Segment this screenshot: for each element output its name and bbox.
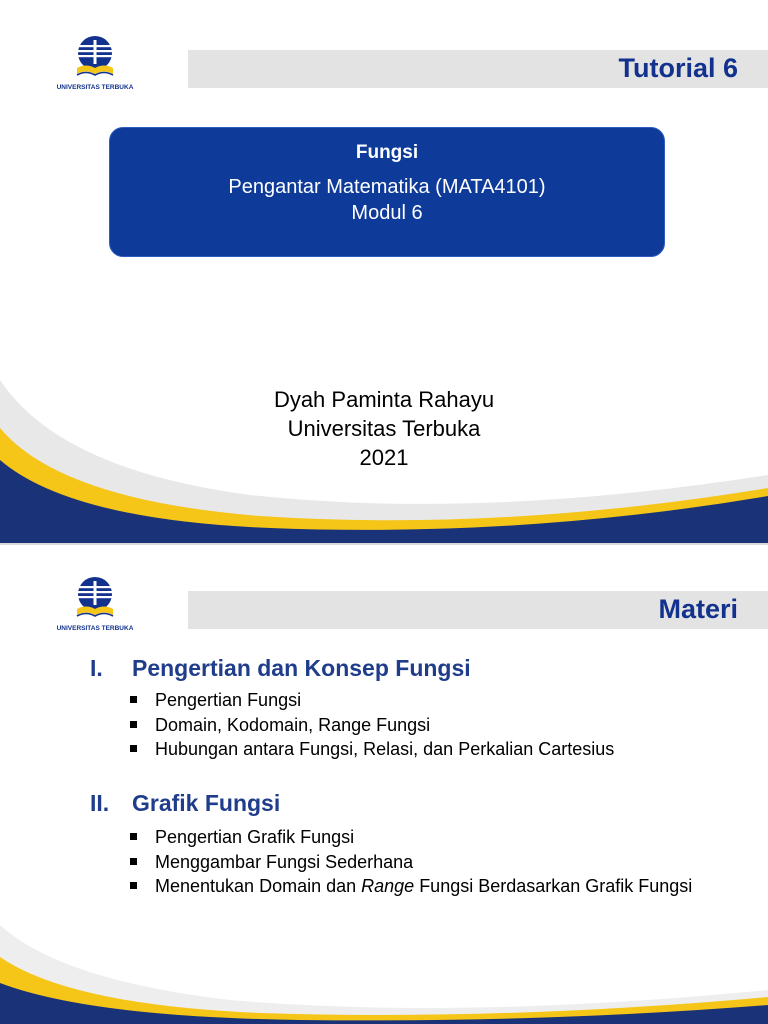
course-info-box bbox=[109, 127, 665, 257]
section-bullet-list bbox=[128, 688, 735, 762]
decorative-wave bbox=[0, 925, 768, 1024]
section-heading bbox=[90, 655, 471, 682]
slide-title-text: Materi bbox=[658, 594, 738, 624]
list-item-text: Menentukan Domain dan bbox=[155, 876, 362, 896]
section-bullet-list bbox=[128, 825, 735, 899]
section-number: I. bbox=[90, 655, 103, 681]
section-title: Pengertian dan Konsep Fungsi bbox=[132, 655, 471, 681]
list-item: Menggambar Fungsi Sederhana bbox=[128, 850, 735, 875]
decorative-wave bbox=[0, 380, 768, 543]
list-item-text: Fungsi Berdasarkan Grafik Fungsi bbox=[414, 876, 693, 896]
list-item: Hubungan antara Fungsi, Relasi, dan Perkalian Cartesius bbox=[128, 737, 735, 762]
course-name: Pengantar Matematika (MATA4101) bbox=[228, 176, 546, 198]
logo-emblem-icon bbox=[70, 575, 120, 623]
logo-text: UNIVERSITAS TERBUKA bbox=[56, 625, 134, 632]
section-heading bbox=[90, 790, 280, 817]
list-item: Pengertian Fungsi bbox=[128, 688, 735, 713]
institution-name: Universitas Terbuka bbox=[287, 416, 481, 441]
university-logo bbox=[52, 34, 138, 104]
list-item bbox=[128, 874, 715, 899]
logo-emblem-icon bbox=[70, 34, 120, 82]
year: 2021 bbox=[359, 445, 409, 470]
section-number: II. bbox=[90, 790, 110, 816]
list-item: Pengertian Grafik Fungsi bbox=[128, 825, 735, 850]
title-bar bbox=[188, 50, 768, 88]
title-bar bbox=[188, 591, 768, 629]
list-item-emphasis: Range bbox=[361, 876, 415, 896]
slide-title-text: Tutorial 6 bbox=[618, 53, 738, 83]
module-label: Modul 6 bbox=[351, 202, 423, 224]
slide-materi bbox=[0, 545, 768, 1024]
list-item: Domain, Kodomain, Range Fungsi bbox=[128, 713, 735, 738]
section-title: Grafik Fungsi bbox=[132, 790, 281, 816]
university-logo bbox=[52, 575, 138, 645]
logo-text: UNIVERSITAS TERBUKA bbox=[56, 84, 134, 91]
author-name: Dyah Paminta Rahayu bbox=[273, 387, 495, 412]
topic-title: Fungsi bbox=[355, 142, 419, 163]
